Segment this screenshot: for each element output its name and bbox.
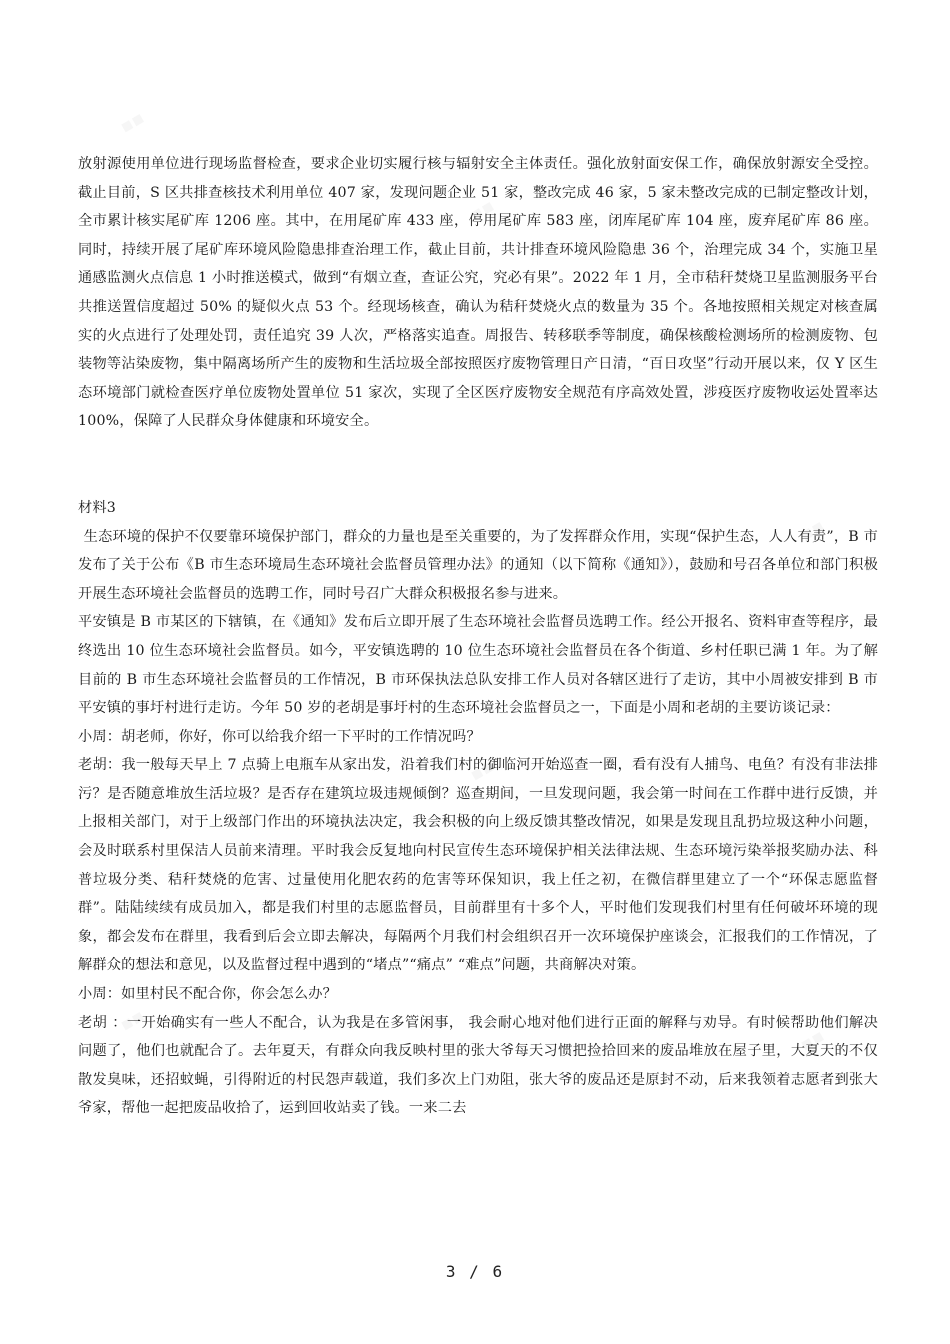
body-paragraph: 放射源使用单位进行现场监督检查，要求企业切实履行核与辐射安全主体责任。强化放射面安保工作，确保放射源安全受控。截止目前，S 区共排查核技术利用单位 407 家，发现问题企业 51 家，整改完成 46 家，5 家未整改完成的已制定整改计划，全市累计核实尾矿库 1206 座。其中，在用尾矿库 433 座，停用尾矿库 583 座，闭库尾矿库 104 座，废弃尾矿库 86 座。同时，持续开展了尾矿库环境风险隐患排查治理工作，截止目前，共计排查环境风险隐患 36 个，治理完成 34 个，实施卫星通感监测火点信息 1 小时推送模式，做到“有烟立查，查证公究，究必有果”。2022 年 1 月，全市秸秆焚烧卫星监测服务平台共推送置信度超过 50% 的疑似火点 53 个。经现场核查，确认为秸秆焚烧火点的数量为 35 个。各地按照相关规定对核查属实的火点进行了处理处罚，责任追究 39 人次，严格落实追查。周报告、转移联季等制度，确保核酸检测场所的检测废物、包装物等沾染废物，集中隔离场所产生的废物和生活垃圾全部按照医疗废物管理日产日清，“百日攻坚”行动开展以来，仅 Y 区生态环境部门就检查医疗单位废物处置单位 51 家次，实现了全区医疗废物安全规范有序高效处置，涉疫医疗废物收运处置率达 100%，保障了人民群众身体健康和环境安全。: [78, 156, 878, 430]
document-body: [78, 150, 878, 1123]
page-number: 3 / 6: [445, 1262, 505, 1281]
dialogue-question: 小周：胡老师，你好，你可以给我介绍一下平时的工作情况吗？: [78, 728, 481, 745]
dialogue-question: 小周：如里村民不配合你，你会怎么办？: [78, 986, 337, 1003]
material-heading: 材料3: [78, 499, 117, 516]
body-paragraph: 平安镇是 B 市某区的下辖镇，在《通知》发布后立即开展了生态环境社会监督员选聘工作。经公开报名、资料审查等程序，最终选出 10 位生态环境社会监督员。如今，平安镇选聘的 10 位生态环境社会监督员在各个街道、乡村任职已满 1 年。为了解目前的 B 市生态环境社会监督员的工作情况，B 市环保执法总队安排工作人员对各辖区进行了走访，其中小周被安排到 B 市平安镇的事圩村进行走访。今年 50 岁的老胡是事圩村的生态环境社会监督员之一，下面是小周和老胡的主要访谈记录：: [78, 614, 878, 717]
dialogue-answer: 老胡：我一般每天早上 7 点骑上电瓶车从家出发，沿着我们村的御临河开始巡查一圈，看有没有人捕鸟、电鱼？有没有非法排污？是否随意堆放生活垃圾？是否存在建筑垃圾违规倾倒？巡查期间，一旦发现问题，我会第一时间在工作群中进行反馈，并上报相关部门，对于上级部门作出的环境执法决定，我会积极的向上级反馈其整改情况，如果是发现且乱扔垃圾这种小问题，会及时联系村里保洁人员前来清理。平时我会反复地向村民宣传生态环境保护相关法律法规、生态环境污染举报奖励办法、科普垃圾分类、秸秆焚烧的危害、过量使用化肥农药的危害等环保知识，我上任之初，在微信群里建立了一个“环保志愿监督群”。陆陆续续有成员加入，都是我们村里的志愿监督员，目前群里有十多个人，平时他们发现我们村里有任何破坏环境的现象，都会发布在群里，我看到后会立即去解决，每隔两个月我们村会组织召开一次环境保护座谈会，汇报我们的工作情况，了解群众的想法和意见，以及监督过程中遇到的“堵点”“痛点” “难点”问题，共商解决对策。: [78, 757, 878, 974]
watermark: [116, 107, 148, 137]
body-paragraph: 生态环境的保护不仅要靠环境保护部门，群众的力量也是至关重要的，为了发挥群众作用，实现“保护生态，人人有责”，B 市发布了关于公布《B 市生态环境局生态环境社会监督员管理办法》的通知（以下简称《通知》），鼓励和号召各单位和部门积极开展生态环境社会监督员的选聘工作，同时号召广大群众积极报名参与进来。: [78, 528, 878, 602]
dialogue-answer: 老胡 ：一开始确实有一些人不配合，认为我是在多管闲事， 我会耐心地对他们进行正面的解释与劝导。有时候帮助他们解决问题了，他们也就配合了。去年夏天，有群众向我反映村里的张大爷每天习惯把捡拾回来的废品堆放在屋子里，大夏天的不仅散发臭味，还招蚊蝇，引得附近的村民怨声载道，我们多次上门劝阻，张大爷的废品还是原封不动，后来我领着志愿者到张大爷家，帮他一起把废品收拾了，运到回收站卖了钱。一来二去: [78, 1014, 878, 1117]
section-gap: [78, 436, 878, 494]
